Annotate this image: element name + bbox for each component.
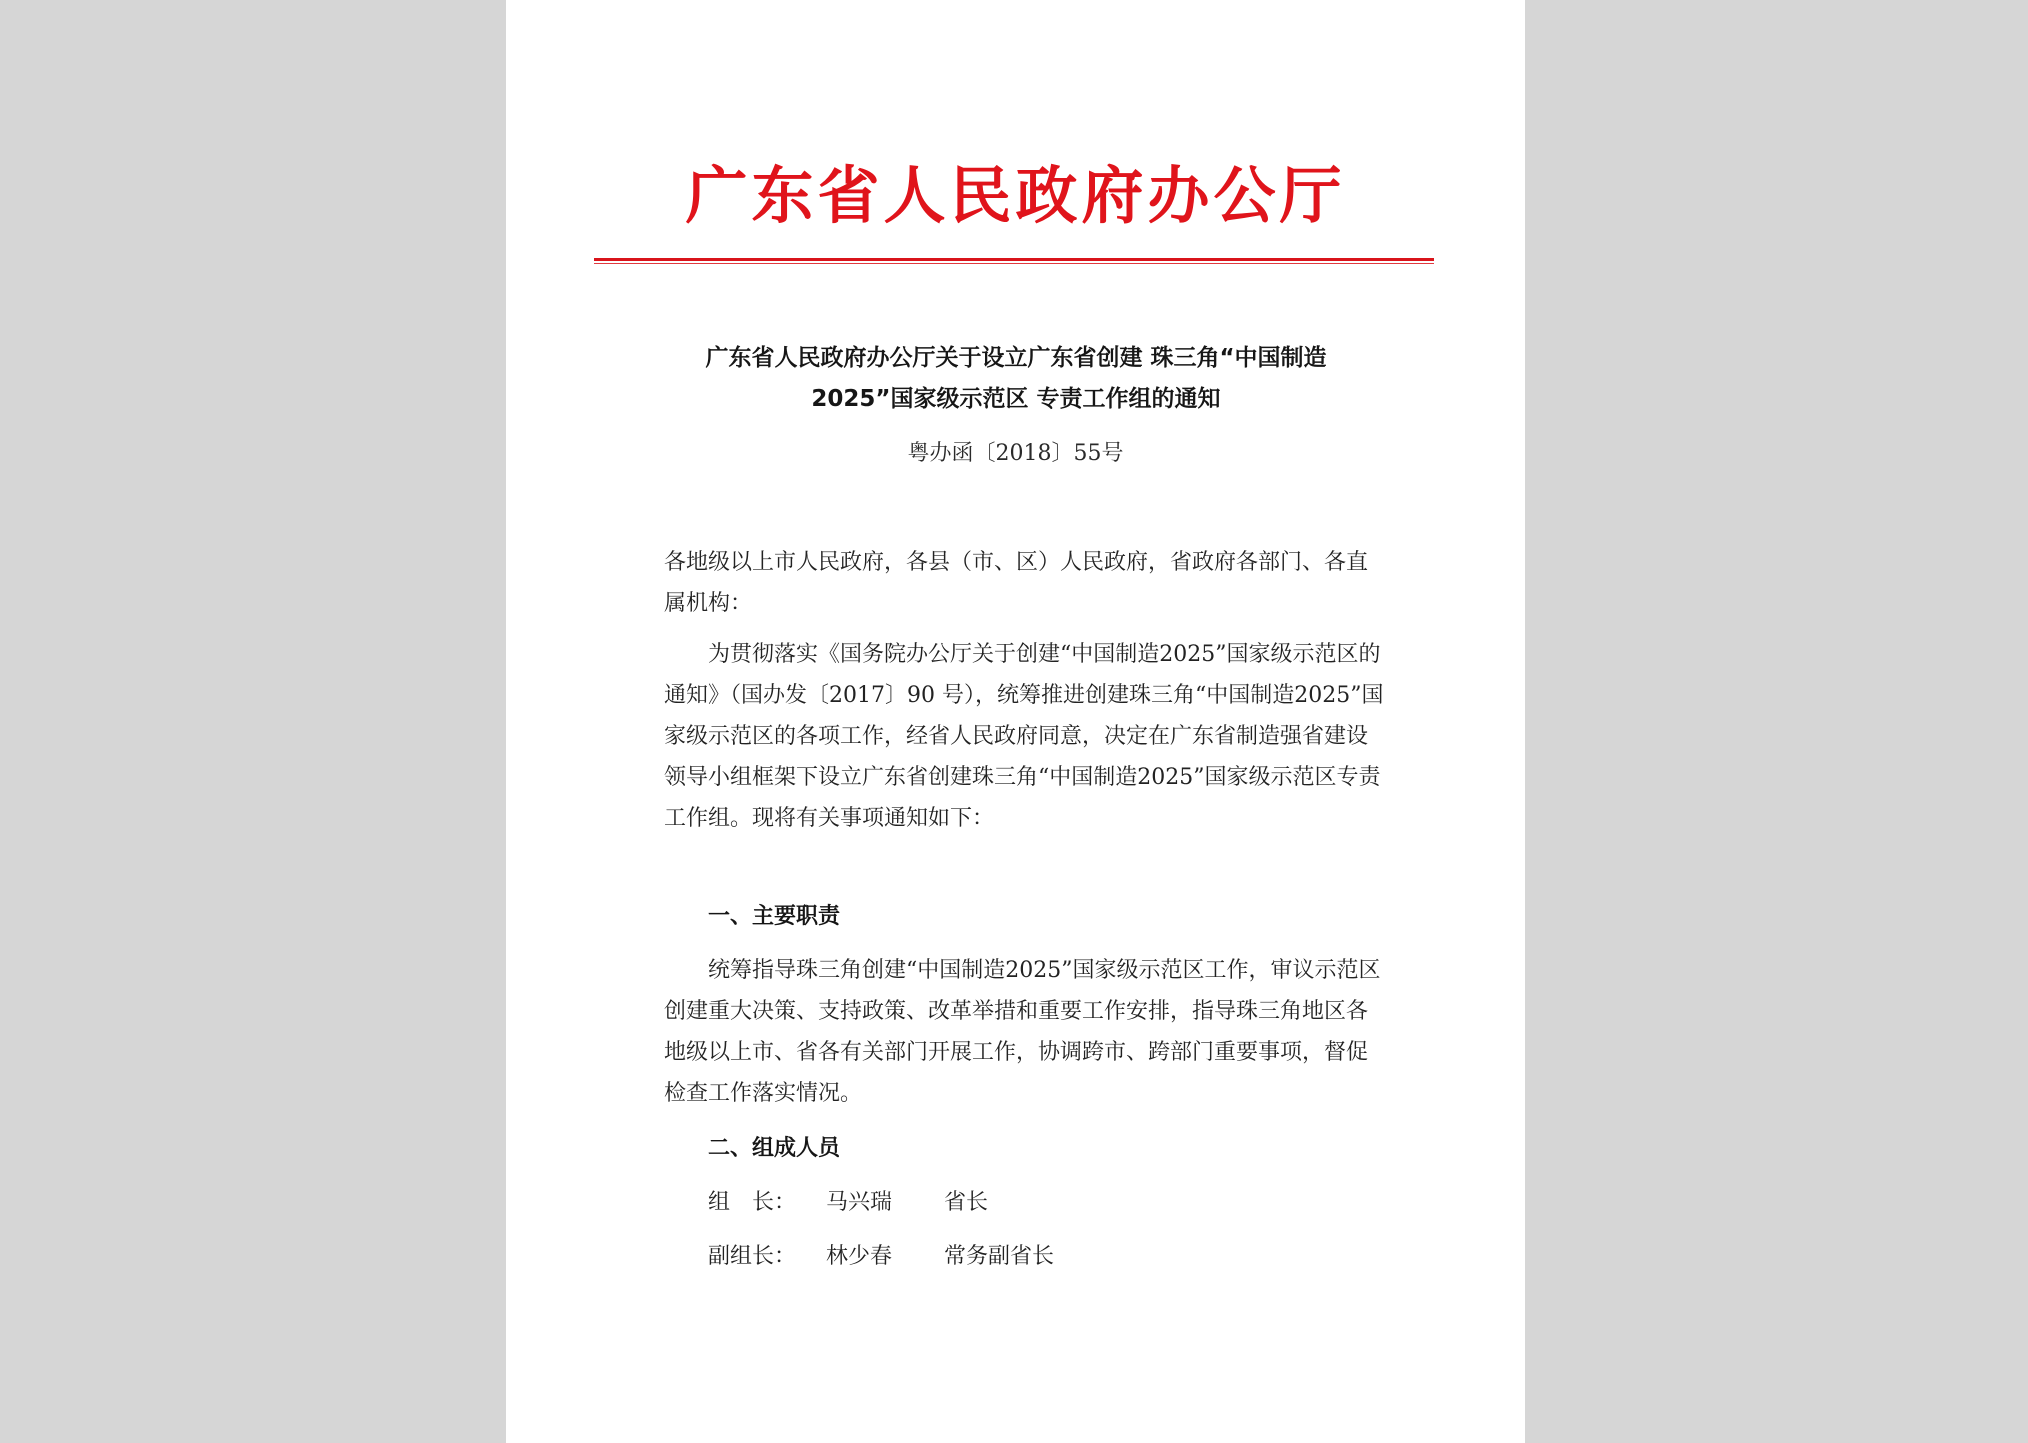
- member-position: 常务副省长: [944, 1244, 1055, 1269]
- member-row-deputy-leader: [664, 1236, 1428, 1277]
- red-rule-thick: [594, 258, 1434, 261]
- letterhead-issuer: 广东省人民政府办公厅: [685, 159, 1346, 232]
- section-heading-members: 二、组成人员: [708, 1136, 841, 1161]
- document-title-line-2: 2025”国家级示范区 专责工作组的通知: [811, 386, 1221, 412]
- intro-paragraph: 为贯彻落实《国务院办公厅关于创建“中国制造2025”国家级示范区的通知》（国办发〔2017〕90 号），统筹推进创建珠三角“中国制造2025”国家级示范区的各项工作，经省人民政府同意，决定在广东省制造强省建设领导小组框架下设立广东省创建珠三角“中国制造2025”国家级示范区专责工作组。现将有关事项通知如下：: [664, 642, 1384, 831]
- document-number: 粤办函〔2018〕55号: [907, 441, 1124, 466]
- member-name: 马兴瑞: [826, 1190, 893, 1215]
- section-heading-responsibilities: 一、主要职责: [708, 904, 841, 929]
- member-name: 林少春: [826, 1244, 893, 1269]
- letterhead-red-rule: [594, 258, 1434, 265]
- member-role: 副组长：: [708, 1244, 797, 1269]
- responsibilities-paragraph: 统筹指导珠三角创建“中国制造2025”国家级示范区工作，审议示范区创建重大决策、支持政策、改革举措和重要工作安排，指导珠三角地区各地级以上市、省各有关部门开展工作，协调跨市、跨部门重要事项，督促检查工作落实情况。: [664, 958, 1381, 1106]
- document-title-line-1: 广东省人民政府办公厅关于设立广东省创建 珠三角“中国制造: [705, 345, 1327, 371]
- document-page: [506, 0, 1525, 1443]
- salutation: 各地级以上市人民政府，各县（市、区）人民政府，省政府各部门、各直属机构：: [664, 550, 1369, 616]
- member-role: 组 长：: [708, 1190, 797, 1215]
- member-position: 省长: [944, 1190, 989, 1215]
- member-row-leader: [664, 1182, 1428, 1223]
- document-title: [626, 338, 1406, 420]
- red-rule-thin: [594, 263, 1434, 264]
